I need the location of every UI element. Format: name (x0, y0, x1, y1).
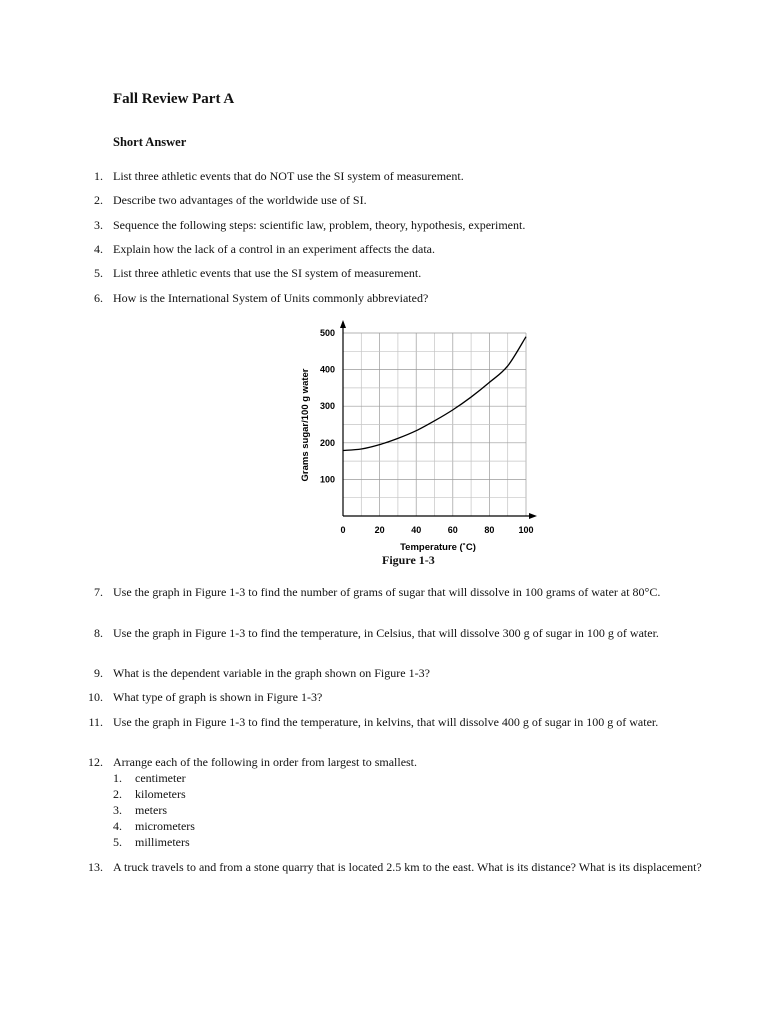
y-tick-label: 500 (319, 328, 335, 338)
question-text: What type of graph is shown in Figure 1-3? (113, 690, 323, 704)
question-number: 3. (94, 218, 103, 232)
x-tick-label: 80 (484, 525, 495, 535)
question-number: 6. (94, 291, 103, 305)
page-title: Fall Review Part A (113, 91, 235, 107)
question-number: 5. (94, 266, 103, 280)
y-tick-label: 400 (319, 364, 335, 375)
list-item (113, 818, 195, 834)
x-tick-label: 20 (374, 525, 385, 535)
list-item-number: 3. (113, 803, 122, 817)
y-tick-label: 100 (319, 474, 335, 485)
question-text: Use the graph in Figure 1-3 to find the temperature, in kelvins, that will dissolve 400 g of sugar in 100 g of water. (113, 715, 659, 729)
list-item (113, 834, 190, 850)
question-number: 4. (94, 242, 103, 256)
question-text: List three athletic events that use the SI system of measurement. (113, 266, 422, 280)
list-item-number: 4. (113, 819, 122, 833)
question-text: A truck travels to and from a stone quarry that is located 2.5 km to the east. What is its distance? What is its displacement? (113, 860, 702, 874)
x-tick-label: 40 (411, 525, 422, 535)
question-number: 11. (88, 715, 103, 729)
list-item-text: meters (135, 803, 167, 817)
question-text: Describe two advantages of the worldwide use of SI. (113, 193, 367, 207)
list-item (113, 802, 167, 818)
y-axis-label: Grams sugar/100 g water (300, 368, 311, 482)
chart-grid (343, 333, 526, 516)
list-item (113, 786, 186, 802)
question-text: What is the dependent variable in the graph shown on Figure 1-3? (113, 666, 430, 680)
figure-caption: Figure 1-3 (382, 553, 435, 567)
list-item-text: micrometers (135, 819, 195, 833)
y-tick-label: 300 (319, 401, 335, 412)
y-tick-label: 200 (319, 437, 335, 448)
question-text: Arrange each of the following in order from largest to smallest. (113, 755, 418, 769)
list-item (113, 770, 186, 786)
question-number: 2. (94, 193, 103, 207)
x-axis-label: Temperature (˚C) (400, 542, 476, 553)
question-number: 10. (88, 690, 103, 704)
question-text: Use the graph in Figure 1-3 to find the temperature, in Celsius, that will dissolve 300 g of sugar in 100 g of water. (113, 626, 659, 640)
list-item-text: millimeters (135, 835, 190, 849)
y-axis-arrow (340, 320, 346, 328)
x-tick-label: 60 (447, 525, 458, 535)
question-number: 12. (88, 755, 103, 769)
solubility-chart (298, 318, 538, 558)
list-item-text: centimeter (135, 771, 186, 785)
question-number: 8. (94, 626, 103, 640)
list-item-text: kilometers (135, 787, 186, 801)
question-text: How is the International System of Units commonly abbreviated? (113, 291, 429, 305)
x-tick-label: 0 (340, 525, 346, 535)
x-axis-arrow (529, 513, 537, 519)
question-text: List three athletic events that do NOT use the SI system of measurement. (113, 169, 464, 183)
list-item-number: 2. (113, 787, 122, 801)
list-item-number: 1. (113, 771, 122, 785)
section-heading: Short Answer (113, 135, 187, 149)
list-item-number: 5. (113, 835, 122, 849)
question-number: 13. (88, 860, 103, 874)
question-number: 1. (94, 169, 103, 183)
question-text: Sequence the following steps: scientific law, problem, theory, hypothesis, experiment. (113, 218, 526, 232)
question-number: 7. (94, 585, 103, 599)
question-number: 9. (94, 666, 103, 680)
question-text: Explain how the lack of a control in an experiment affects the data. (113, 242, 435, 256)
x-tick-label: 100 (518, 525, 534, 535)
question-text: Use the graph in Figure 1-3 to find the number of grams of sugar that will dissolve in 100 grams of water at 80°C. (113, 585, 661, 599)
